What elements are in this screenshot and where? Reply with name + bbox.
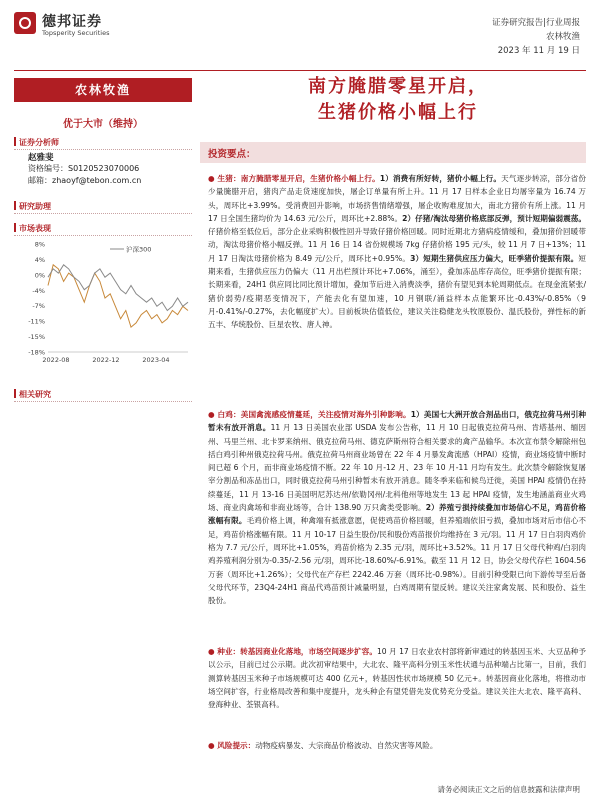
bullet-dot: ●	[208, 741, 218, 750]
bullet-hog-lead: 生猪：南方腌腊零星开启，生猪价格小幅上行。	[217, 174, 380, 183]
y-tick-label: -18%	[28, 348, 45, 357]
brand-name-cn: 德邦证券	[42, 14, 102, 30]
rating-label: 优于大市（维持）	[63, 119, 143, 130]
header-divider	[14, 70, 586, 71]
y-tick-label: -7%	[32, 302, 45, 311]
report-meta	[492, 16, 580, 58]
x-tick-label: 2022-12	[92, 356, 120, 364]
x-tick-label: 2022-08	[42, 356, 70, 364]
market-section-head: 市场表现	[14, 222, 192, 236]
bullet-broiler: ● 白鸡：美国禽流感疫情蔓延，关注疫情对海外引种影响。1）美国七大洲开放合剂品出口，俄克拉荷马州引种暂未有放开消息。11 月 13 日美国农业部 USDA 发布公告称，11 月 10 日起俄克拉荷马州、肯塔基州、缅因州、马里兰州、北卡罗来纳州、俄克拉荷马州、德克萨斯州符合相关要求的禽产品输华。本次宣布禁令解除州包括白鸡引种州俄克拉荷马州。俄克拉荷马州商业场曾在 22 年 4 月暴发禽流感（HPAI）疫情，商业场疫情中断时间已超 6 个月，而非商业场疫情不断。22 年 10 月-12 月、23 年 10 月-11 月均有发生。此次禁令解除恢复屠宰分割品和冻品出口，同时俄克拉荷马州引种暂未有放开消息。随冬季来临和候鸟迁徙，美国 HPAI 疫情仍在持续蔓延，11 月 13-16 日美国明尼苏达州/依勒冈州/北科他州等地发生 13 起 HPAI 疫情，发生地涵盖商业火鸡场、商业肉禽场和非商业场等，合计 138.90 万只禽类受影响。2）养殖亏损持续叠加市场信心不足，鸡苗价格涨幅有限。毛鸡价格上调，种禽端有抵涨意愿，促使鸡苗价格回暖，但养殖端依旧亏损，叠加市场对后市信心不足，鸡苗价格涨幅有限。11 月 10-17 日益生股份/民和股份鸡苗报价均维持在 3 元/羽。11 月 17 日白羽肉鸡价格为 7.7 元/公斤，周环比+1.05%，鸡苗价格为 2.35 元/羽，周环比+3.52%。11 月 17 日父母代种鸡/白羽肉鸡养殖利润分别为-0.35/-2.56 元/羽，周环比-18.60%/-6.91%。截至 11 月 12 日，协会父母代存栏 1604.56 万套（周环比+1.26%）；父母代在产存栏 2242.46 万套（周环比-0.98%）。目前引种受限已向下游传导至后备父母代环节，23Q4-24H1 商品代鸡苗预计减量明显，白鸡周期有望反转。建议关注家禽发展、民和股份、益生股份。	[208, 410, 587, 606]
title-line-2: 生猪价格小幅上行	[318, 102, 478, 123]
bullet-seed: ● 种业：转基因商业化落地，市场空间逐步扩容。10 月 17 日农业农村部将新审通过的转基因玉米、大豆品种予以公示，目前已过公示期。此次初审结果中，大北农、隆平高科分别玉米性状通与品种端占比第一，目前，我们测算转基因玉米种子市场规模可达 400 亿元+，转基因性状市场规模 50 亿元+。转基因商业化落地，将推动市场空间扩容，行业格局改善和集中度提升，龙头种企有望凭借先发优势充分受益。建议关注大北农、隆平高科、登海种业、荃银高科。	[208, 647, 586, 710]
bullet-risk-lead: 风险提示：	[217, 741, 256, 750]
series-line-index	[48, 265, 188, 311]
analyst-name: 赵雅斐	[28, 153, 54, 163]
report-title	[210, 74, 586, 126]
key-points-bar	[200, 142, 586, 163]
y-tick-label: -4%	[32, 286, 45, 295]
key-points-label: 投资要点：	[208, 149, 256, 160]
legend-label: 沪深300	[126, 245, 152, 254]
bullet-dot: ●	[208, 410, 218, 419]
company-logo	[14, 12, 36, 34]
bullet-seed-lead: 种业：转基因商业化落地，市场空间逐步扩容。	[217, 647, 377, 656]
bullet-broiler-lead: 白鸡：美国禽流感疫情蔓延，关注疫情对海外引种影响。	[217, 410, 411, 419]
chart-svg	[26, 238, 192, 378]
series-line-sector	[48, 265, 188, 327]
analyst-section-head: 证券分析师	[14, 136, 192, 150]
y-tick-label: -11%	[28, 317, 45, 326]
report-type: 证券研究报告|行业周报	[492, 18, 580, 28]
y-tick-label: 4%	[34, 255, 45, 264]
market-performance-chart	[26, 238, 192, 378]
disclaimer-footer: 请务必阅读正文之后的信息披露和法律声明	[437, 785, 580, 794]
bullet-risk: ● 风险提示：动物疫病暴发、大宗商品价格波动、自然灾害等风险。	[208, 741, 438, 750]
report-date: 2023 年 11 月 19 日	[497, 46, 580, 56]
analyst-email[interactable]: 邮箱：zhaoyf@tebon.com.cn	[28, 176, 142, 185]
bullet-hog: ● 生猪：南方腌腊零星开启，生猪价格小幅上行。1）消费有所好转，猪价小幅上行。天气逐步转凉，部分省份少量腌腊开启，猪肉产品走货速度加快，屠企订单量有所上升。11 月 17 日样本企业日均屠宰量为 16.74 万头，周环比+3.99%。受消费回升影响，市场挤售情绪增强，屠企收购难度加大，南北方猪价有所上涨。11 月 17 日全国生猪均价为 14.63 元/公斤，周环比+2.88%。2）仔猪/淘汰母猪价格底部反弹，预计短期偏弱震荡。仔猪价格至低位后，部分企业采购积极性回升导致仔猪价格回暖。同时近期北方猪病疫情缓和，叠加猪价回暖带动，淘汰母猪价格小幅反弹。11 月 16 日 14 省份规模场 7kg 仔猪价格 195 元/头，较 11 月 7 日+13%；11 月 17 日淘汰母猪价格为 8.49 元/公斤，周环比+0.95%。3）短期生猪供应压力偏大，旺季猪价提振有限。短期来看，生猪供应压力仍偏大（11 月出栏预计环比+7.06%，涌至），叠加冻品库存高位，旺季猪价提振有限；长期来看，24H1 供应同比同比预计增加，叠加节后进入消费淡季，猪价有望见到本轮周期低点。在现金流紧张/猪价弱势/疫期恶变情况下，产能去化有望加速，10 月钢联/涌益样本点能繁环比-0.43%/-0.85%（9 月-0.41%/-0.27%，去化幅度扩大）。目前板块估值低位，建议关注稳健龙头牧原股份、温氏股份，弹性标的新五丰、华统股份、巨星农牧、唐人神。	[208, 174, 587, 330]
title-line-1: 南方腌腊零星开启，	[308, 76, 488, 97]
bullet-dot: ●	[208, 647, 218, 656]
bullet-dot: ●	[208, 174, 218, 183]
brand-name-en: Topsperity Securities	[42, 29, 110, 37]
report-sector: 农林牧渔	[545, 32, 580, 42]
sector-banner: 农林牧渔	[14, 78, 192, 102]
y-tick-label: 0%	[34, 271, 45, 280]
x-tick-label: 2023-04	[142, 356, 170, 364]
y-tick-label: 8%	[34, 240, 45, 249]
related-section-head: 相关研究	[14, 388, 192, 402]
assistant-section-head: 研究助理	[14, 200, 192, 214]
y-tick-label: -15%	[28, 333, 45, 342]
analyst-cert: 资格编号：S0120523070006	[28, 164, 140, 173]
